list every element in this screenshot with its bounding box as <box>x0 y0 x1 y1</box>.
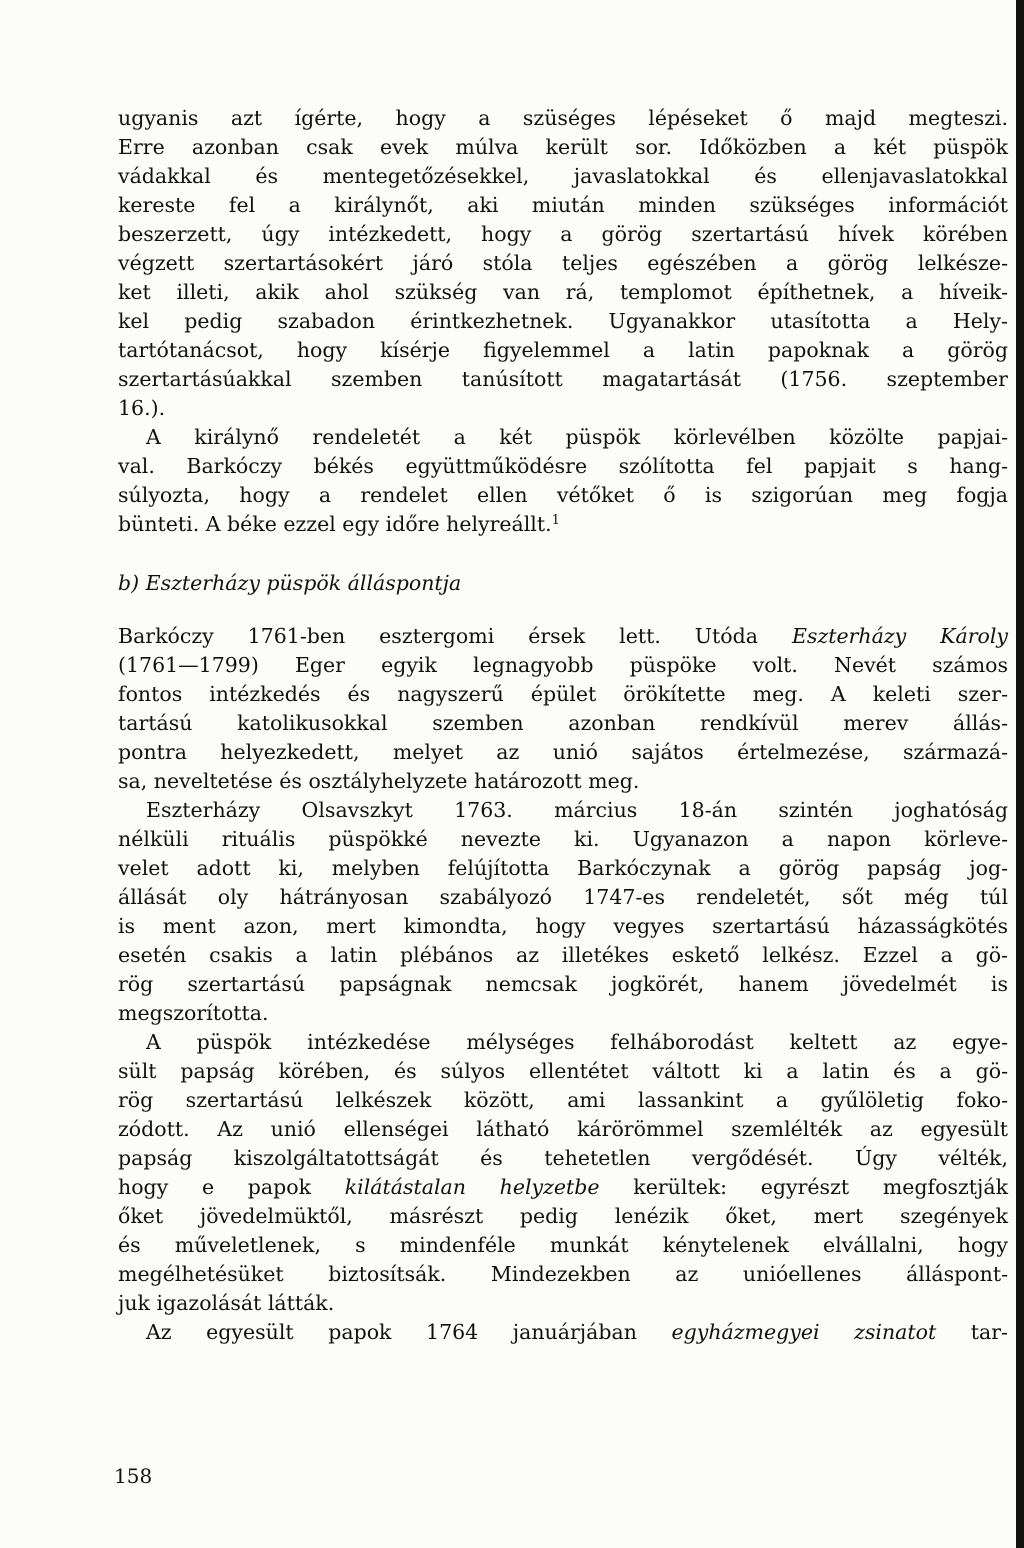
text-line: ket illeti, akik ahol szükség van rá, templomot építhetnek, a híveik- <box>118 280 1008 304</box>
spacer <box>118 539 1008 569</box>
text-line: pontra helyezkedett, melyet az unió sajátos értelmezése, származá- <box>118 740 1008 764</box>
text-line: tartótanácsot, hogy kísérje figyelemmel a latin papoknak a görög <box>118 338 1008 362</box>
text-segment: Barkóczy 1761-ben esztergomi érsek lett. Utóda <box>118 624 758 648</box>
text-segment: tar- <box>970 1320 1008 1344</box>
text-line: rög szertartású lelkészek között, ami lassankint a gyűlöletig foko- <box>118 1088 1008 1112</box>
section-heading: b) Eszterházy püspök álláspontja <box>118 571 462 595</box>
text-line: velet adott ki, melyben felújította Barkóczynak a görög papság jog- <box>118 856 1008 880</box>
text-line: A püspök intézkedése mélységes felháborodást keltett az egye- <box>146 1030 1008 1054</box>
text-line: kel pedig szabadon érintkezhetnek. Ugyanakkor utasította a Hely- <box>118 309 1008 333</box>
text-line: (1761—1799) Eger egyik legnagyobb püspöke volt. Nevét számos <box>118 653 1008 677</box>
text-line: megélhetésüket biztosítsák. Mindezekben az unióellenes álláspont- <box>118 1262 1008 1286</box>
italic-phrase: egyházmegyei zsinatot <box>671 1320 937 1344</box>
footnote-marker: 1 <box>551 513 560 528</box>
text-line: Erre azonban csak evek múlva került sor. Időközben a két püspök <box>118 135 1008 159</box>
text-segment: hogy e papok <box>118 1175 312 1199</box>
spacer <box>118 598 1008 622</box>
text-line <box>118 1173 1008 1202</box>
text-line: juk igazolását látták. <box>118 1291 335 1315</box>
text-line: végzett szertartásokért járó stóla teljes egészében a görög lelkésze- <box>118 251 1008 275</box>
text-line: tartású katolikusokkal szemben azonban rendkívül merev állás- <box>118 711 1008 735</box>
text-segment: Az egyesült papok 1764 januárjában <box>146 1320 637 1344</box>
text-line: őket jövedelmüktől, másrészt pedig lenézik őket, mert szegények <box>118 1204 1008 1228</box>
text-line: 16.). <box>118 396 166 420</box>
body-text <box>118 104 1008 1347</box>
text-line: nélküli rituális püspökké nevezte ki. Ugyanazon a napon körleve- <box>118 827 1008 851</box>
text-line: val. Barkóczy békés együttműködésre szólította fel papjait s hang- <box>118 454 1008 478</box>
text-line: rög szertartású papságnak nemcsak jogkörét, hanem jövedelmét is <box>118 972 1008 996</box>
text-line: állását oly hátrányosan szabályozó 1747-es rendeletét, sőt még túl <box>118 885 1008 909</box>
text-line: sült papság körében, és súlyos ellentétet váltott ki a latin és a gö- <box>118 1059 1008 1083</box>
text-line: megszorította. <box>118 1001 269 1025</box>
text-line <box>118 510 1008 539</box>
text-line: és műveletlenek, s mindenféle munkát kénytelenek elvállalni, hogy <box>118 1233 1008 1257</box>
text-line: Eszterházy Olsavszkyt 1763. március 18-án szintén joghatóság <box>146 798 1008 822</box>
text-line: sa, neveltetése és osztályhelyzete határozott meg. <box>118 769 640 793</box>
scan-edge <box>1016 0 1024 1548</box>
text-segment: bünteti. A béke ezzel egy időre helyreállt. <box>118 512 552 536</box>
text-line: papság kiszolgáltatottságát és tehetetlen vergődését. Úgy vélték, <box>118 1146 1008 1170</box>
page-number: 158 <box>114 1464 153 1488</box>
text-line: szertartásúakkal szemben tanúsított magatartását (1756. szeptember <box>118 367 1008 391</box>
text-line: esetén csakis a latin plébános az illetékes eskető lelkész. Ezzel a gö- <box>118 943 1008 967</box>
text-line <box>118 622 1008 651</box>
text-line: zódott. Az unió ellenségei látható kárörömmel szemlélték az egyesült <box>118 1117 1008 1141</box>
text-line: beszerzett, úgy intézkedett, hogy a görög szertartású hívek körében <box>118 222 1008 246</box>
italic-phrase: kilátástalan helyzetbe <box>344 1175 600 1199</box>
text-line: vádakkal és mentegetőzésekkel, javaslatokkal és ellenjavaslatokkal <box>118 164 1008 188</box>
italic-name: Eszterházy Károly <box>791 624 1008 648</box>
text-segment: kerültek: egyrészt megfosztják <box>633 1175 1008 1199</box>
text-line: kereste fel a királynőt, aki miután minden szükséges információt <box>118 193 1008 217</box>
text-line: súlyozta, hogy a rendelet ellen vétőket ő is szigorúan meg fogja <box>118 483 1008 507</box>
text-line: A királynő rendeletét a két püspök körlevélben közölte papjai- <box>146 425 1008 449</box>
text-line: fontos intézkedés és nagyszerű épület örökítette meg. A keleti szer- <box>118 682 1008 706</box>
text-line: is ment azon, mert kimondta, hogy vegyes szertartású házasságkötés <box>118 914 1008 938</box>
text-line: ugyanis azt ígérte, hogy a szüséges lépéseket ő majd megteszi. <box>118 106 1008 130</box>
text-line <box>118 1318 1008 1347</box>
